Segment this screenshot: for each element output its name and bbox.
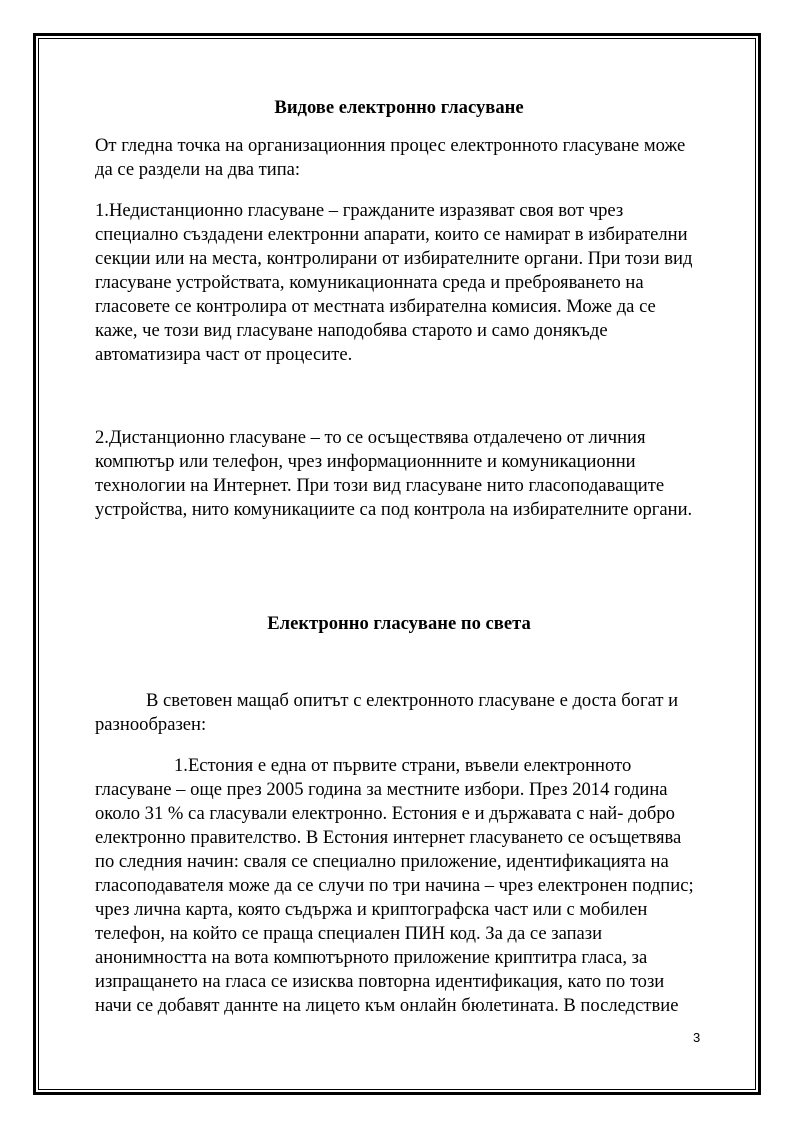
paragraph-line: електронно правителство. В Естония интернет гласуването се осъщетвява xyxy=(95,827,682,848)
paragraph-line: устройства, нито комуникациите са под контрола на избирателните органи. xyxy=(95,499,693,520)
paragraph-line: каже, че този вид гласуване наподобява старото и само донякъде xyxy=(95,320,608,341)
paragraph-line: чрез лична карта, която съдържа и криптографска част или с мобилен xyxy=(95,899,648,920)
paragraph-line: анонимността на вота компютърното приложение криптитра гласа, за xyxy=(95,947,648,968)
paragraph-line: гласоподавателя може да се случи по три начина – чрез електронен подпис; xyxy=(95,875,694,896)
paragraph-line: технологии на Интернет. При този вид гласуване нито гласоподаващите xyxy=(95,475,665,496)
paragraph-line: около 31 % са гласували електронно. Естония е и държавата с най- добро xyxy=(95,803,675,824)
paragraph-line: 1.Недистанционно гласуване – гражданите изразяват своя вот чрез xyxy=(95,200,624,221)
paragraph-line: 2.Дистанционно гласуване – то се осъществява отдалечено от личния xyxy=(95,427,646,448)
paragraph-line: автоматизира част от процесите. xyxy=(95,344,353,365)
paragraph-line: От гледна точка на организационния процес електронното гласуване може xyxy=(95,135,686,156)
paragraph-line: 1.Естония е една от първите страни, въвели електронното xyxy=(174,755,632,776)
paragraph-line: гласуване – още през 2005 година за местните избори. През 2014 година xyxy=(95,779,668,800)
paragraph-line: изпращането на гласа се изисква повторна идентификация, като по този xyxy=(95,971,665,992)
paragraph-line: гласуване устройствата, комуникационната среда и преброяването на xyxy=(95,272,644,293)
paragraph-line: гласовете се контролира от местната избирателна комисия. Може да се xyxy=(95,296,656,317)
paragraph-line: секции или на места, контролирани от избирателните органи. При този вид xyxy=(95,248,693,269)
paragraph-line: специално създадени електронни апарати, които се намират в избирателни xyxy=(95,224,688,245)
page-number: 3 xyxy=(693,1030,701,1045)
paragraph-line: В световен мащаб опитът с електронното гласуване е доста богат и xyxy=(146,690,679,711)
paragraph-line: телефон, на който се праща специален ПИН код. За да се запази xyxy=(95,923,603,944)
paragraph-line: начи се добавят даннте на лицето към онлайн бюлетината. В последствие xyxy=(95,995,679,1016)
section-heading-types: Видове електронно гласуване xyxy=(274,97,524,118)
paragraph-line: разнообразен: xyxy=(95,714,207,735)
paragraph-line: компютър или телефон, чрез информационнните и комуникационни xyxy=(95,451,636,472)
section-heading-world: Електронно гласуване по света xyxy=(267,613,531,634)
paragraph-line: по следния начин: сваля се специално приложение, идентификацията на xyxy=(95,851,669,872)
paragraph-line: да се раздели на два типа: xyxy=(95,159,301,180)
